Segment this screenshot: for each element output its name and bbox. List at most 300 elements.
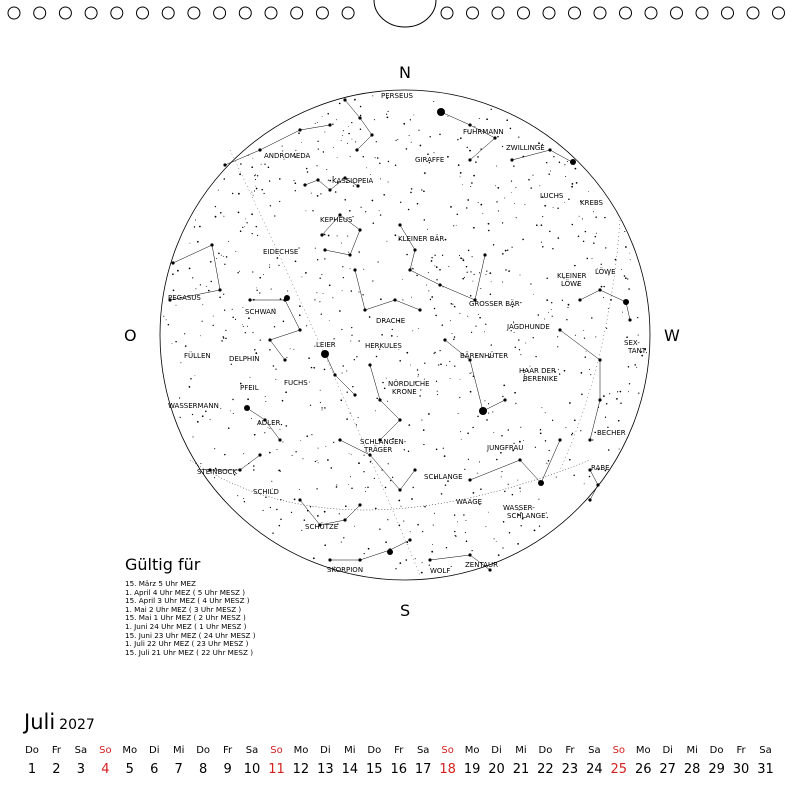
- faint-star: [574, 265, 575, 266]
- faint-star: [534, 530, 536, 532]
- constellation-label: ANDROMEDA: [264, 152, 311, 160]
- faint-star: [246, 222, 247, 223]
- faint-star: [435, 315, 437, 317]
- faint-star: [278, 265, 279, 266]
- faint-star: [318, 149, 319, 150]
- star: [558, 438, 561, 441]
- faint-star: [356, 424, 357, 425]
- faint-star: [347, 392, 348, 393]
- faint-star: [367, 487, 368, 488]
- faint-star: [240, 230, 242, 232]
- faint-star: [180, 417, 181, 418]
- faint-star: [479, 461, 480, 462]
- faint-star: [239, 173, 241, 175]
- faint-star: [259, 292, 260, 293]
- faint-star: [363, 455, 364, 456]
- faint-star: [486, 419, 488, 421]
- faint-star: [511, 247, 512, 248]
- faint-star: [326, 169, 327, 170]
- bright-star: [284, 295, 290, 301]
- star: [598, 358, 601, 361]
- faint-star: [215, 206, 216, 207]
- star: [258, 453, 261, 456]
- calendar-weekday: So: [270, 745, 283, 756]
- faint-star: [493, 432, 494, 433]
- faint-star: [409, 135, 410, 136]
- faint-star: [546, 299, 548, 301]
- faint-star: [634, 364, 636, 366]
- faint-star: [223, 256, 224, 257]
- faint-star: [470, 186, 471, 187]
- faint-star: [605, 247, 606, 248]
- faint-star: [373, 222, 374, 223]
- faint-star: [295, 190, 296, 191]
- faint-star: [358, 251, 360, 253]
- faint-star: [319, 301, 320, 302]
- faint-star: [269, 267, 270, 268]
- faint-star: [281, 424, 282, 425]
- calendar-day-number: 13: [317, 762, 334, 777]
- faint-star: [220, 408, 221, 409]
- constellation-label: SCHÜTZE: [305, 523, 339, 531]
- faint-star: [245, 332, 246, 333]
- faint-star: [388, 463, 389, 464]
- faint-star: [472, 256, 473, 257]
- faint-star: [412, 268, 413, 269]
- faint-star: [458, 164, 460, 166]
- faint-star: [434, 265, 435, 266]
- faint-star: [411, 297, 412, 298]
- faint-star: [324, 234, 326, 236]
- faint-star: [624, 231, 625, 232]
- faint-star: [375, 157, 376, 158]
- faint-star: [402, 279, 403, 280]
- faint-star: [583, 330, 584, 331]
- faint-star: [452, 304, 453, 305]
- faint-star: [172, 273, 174, 275]
- faint-star: [485, 324, 486, 325]
- faint-star: [546, 512, 547, 513]
- faint-star: [321, 314, 322, 315]
- faint-star: [557, 207, 558, 208]
- star: [278, 438, 281, 441]
- faint-star: [350, 476, 351, 477]
- faint-star: [568, 198, 570, 200]
- faint-star: [498, 210, 499, 211]
- star: [393, 298, 396, 301]
- faint-star: [279, 178, 281, 180]
- faint-star: [511, 180, 512, 181]
- faint-star: [300, 440, 301, 441]
- faint-star: [572, 224, 574, 226]
- faint-star: [299, 314, 301, 316]
- faint-star: [596, 233, 597, 234]
- faint-star: [351, 335, 352, 336]
- faint-star: [514, 203, 515, 204]
- faint-star: [317, 515, 319, 517]
- faint-star: [532, 175, 533, 176]
- calendar-day-number: 17: [414, 762, 432, 777]
- faint-star: [533, 337, 534, 338]
- faint-star: [360, 129, 361, 130]
- constellation-label: KREBS: [580, 199, 603, 207]
- faint-star: [504, 198, 505, 199]
- faint-star: [437, 394, 438, 395]
- faint-star: [176, 305, 177, 306]
- faint-star: [265, 396, 266, 397]
- faint-star: [484, 400, 485, 401]
- faint-star: [337, 157, 338, 158]
- faint-star: [601, 286, 603, 288]
- star: [355, 148, 358, 151]
- faint-star: [603, 297, 604, 298]
- faint-star: [510, 128, 512, 130]
- faint-star: [557, 237, 559, 239]
- faint-star: [411, 498, 413, 500]
- faint-star: [255, 186, 256, 187]
- faint-star: [469, 150, 471, 152]
- faint-star: [327, 459, 329, 461]
- faint-star: [494, 538, 495, 539]
- faint-star: [439, 134, 441, 136]
- faint-star: [365, 491, 366, 492]
- star: [238, 468, 241, 471]
- faint-star: [274, 326, 275, 327]
- calendar-weekday: Mo: [464, 745, 480, 756]
- faint-star: [230, 410, 231, 411]
- star: [338, 438, 341, 441]
- faint-star: [454, 531, 455, 532]
- faint-star: [457, 139, 458, 140]
- faint-star: [628, 366, 629, 367]
- faint-star: [341, 329, 342, 330]
- calendar-day-number: 6: [150, 762, 159, 777]
- faint-star: [375, 508, 377, 510]
- star: [598, 398, 601, 401]
- faint-star: [593, 211, 594, 212]
- faint-star: [427, 229, 428, 230]
- faint-star: [460, 257, 462, 259]
- faint-star: [184, 333, 185, 334]
- faint-star: [341, 542, 342, 543]
- faint-star: [485, 526, 486, 527]
- star: [438, 283, 441, 286]
- faint-star: [433, 152, 434, 153]
- faint-star: [232, 317, 233, 318]
- faint-star: [202, 321, 203, 322]
- constellation-label: BÄRENHÜTER: [460, 352, 509, 360]
- faint-star: [491, 344, 492, 345]
- faint-star: [629, 253, 630, 254]
- faint-star: [595, 216, 597, 218]
- faint-star: [441, 493, 443, 495]
- faint-star: [502, 253, 504, 255]
- faint-star: [346, 370, 347, 371]
- faint-star: [175, 341, 176, 342]
- constellation-label: JUNGFRAU: [487, 444, 524, 452]
- faint-star: [520, 302, 521, 303]
- calendar-weekday: Fr: [565, 745, 575, 756]
- faint-star: [538, 314, 540, 316]
- faint-star: [305, 210, 306, 211]
- faint-star: [496, 459, 498, 461]
- faint-star: [571, 434, 572, 435]
- calendar-weekday: Fr: [736, 745, 746, 756]
- faint-star: [453, 225, 454, 226]
- constellation-label: SKORPION: [327, 566, 364, 574]
- faint-star: [232, 309, 233, 310]
- faint-star: [202, 415, 204, 417]
- calendar-weekday: Do: [25, 745, 39, 756]
- star: [408, 538, 411, 541]
- faint-star: [197, 421, 199, 423]
- faint-star: [308, 357, 310, 359]
- faint-star: [518, 136, 519, 137]
- faint-star: [605, 417, 606, 418]
- faint-star: [335, 191, 337, 193]
- faint-star: [617, 391, 618, 392]
- faint-star: [412, 487, 413, 488]
- faint-star: [556, 477, 557, 478]
- constellation-label: SCHLANGEN-TRÄGER: [360, 438, 407, 454]
- faint-star: [351, 290, 353, 292]
- faint-star: [446, 365, 447, 366]
- faint-star: [240, 163, 242, 165]
- faint-star: [219, 296, 221, 298]
- calendar-day-number: 15: [366, 762, 383, 777]
- faint-star: [477, 416, 478, 417]
- faint-star: [474, 274, 475, 275]
- faint-star: [261, 164, 262, 165]
- faint-star: [452, 333, 453, 334]
- bright-star: [623, 299, 629, 305]
- calendar-day-number: 21: [512, 762, 530, 777]
- faint-star: [276, 449, 277, 450]
- validity-line: 1. Juni 24 Uhr MEZ ( 1 Uhr MESZ ): [125, 621, 247, 631]
- faint-star: [265, 401, 266, 402]
- faint-star: [271, 289, 272, 290]
- calendar-weekday: Sa: [416, 745, 430, 756]
- star: [378, 398, 381, 401]
- faint-star: [470, 271, 471, 272]
- cardinal-north: N: [399, 63, 411, 82]
- faint-star: [646, 352, 647, 353]
- faint-star: [479, 272, 480, 273]
- faint-star: [564, 202, 565, 203]
- faint-star: [544, 205, 546, 207]
- faint-star: [530, 187, 531, 188]
- faint-star: [254, 190, 255, 191]
- faint-star: [399, 562, 401, 564]
- faint-star: [168, 324, 170, 326]
- faint-star: [546, 278, 548, 280]
- faint-star: [502, 281, 503, 282]
- faint-star: [332, 297, 333, 298]
- faint-star: [304, 519, 306, 521]
- faint-star: [504, 491, 505, 492]
- faint-star: [553, 207, 554, 208]
- star: [428, 558, 431, 561]
- faint-star: [429, 564, 430, 565]
- faint-star: [542, 216, 543, 217]
- faint-star: [403, 123, 405, 125]
- faint-star: [454, 336, 456, 338]
- faint-star: [565, 427, 566, 428]
- faint-star: [324, 369, 326, 371]
- faint-star: [444, 455, 446, 457]
- faint-star: [461, 439, 462, 440]
- faint-star: [496, 541, 497, 542]
- faint-star: [460, 137, 462, 139]
- faint-star: [408, 451, 409, 452]
- faint-star: [244, 226, 245, 227]
- faint-star: [609, 393, 610, 394]
- faint-star: [519, 441, 521, 443]
- faint-star: [255, 352, 257, 354]
- faint-star: [501, 476, 502, 477]
- faint-star: [295, 451, 296, 452]
- faint-star: [606, 328, 607, 329]
- faint-star: [194, 226, 195, 227]
- star: [468, 478, 471, 481]
- constellation-label: WASSER-SCHLANGE: [503, 504, 546, 520]
- faint-star: [579, 216, 580, 217]
- validity-line: 1. April 4 Uhr MEZ ( 5 Uhr MESZ ): [125, 587, 246, 597]
- faint-star: [417, 524, 419, 526]
- faint-star: [337, 235, 338, 236]
- faint-star: [422, 531, 423, 532]
- faint-star: [202, 304, 203, 305]
- faint-star: [408, 424, 410, 426]
- faint-star: [318, 462, 319, 463]
- faint-star: [436, 449, 438, 451]
- star: [210, 243, 213, 246]
- faint-star: [324, 544, 326, 546]
- bright-star: [244, 405, 250, 411]
- calendar-day-number: 22: [537, 762, 554, 777]
- validity-line: 15. Juli 21 Uhr MEZ ( 22 Uhr MESZ ): [125, 647, 253, 657]
- star: [303, 183, 306, 186]
- faint-star: [294, 182, 296, 184]
- faint-star: [628, 391, 629, 392]
- faint-star: [310, 506, 311, 507]
- faint-star: [408, 209, 410, 211]
- faint-star: [412, 268, 413, 269]
- faint-star: [591, 317, 592, 318]
- calendar-day-number: 7: [174, 762, 183, 777]
- faint-star: [485, 274, 486, 275]
- calendar-strip: [0, 740, 800, 780]
- faint-star: [460, 379, 461, 380]
- faint-star: [402, 299, 403, 300]
- faint-star: [387, 519, 388, 520]
- constellation-label: WASSERMANN: [168, 402, 219, 410]
- faint-star: [356, 356, 357, 357]
- faint-star: [379, 163, 380, 164]
- validity-line: 15. April 3 Uhr MEZ ( 4 Uhr MESZ ): [125, 596, 250, 606]
- star: [628, 318, 631, 321]
- faint-star: [421, 572, 423, 574]
- faint-star: [253, 465, 255, 467]
- faint-star: [327, 113, 329, 115]
- calendar-weekday: Di: [149, 745, 160, 756]
- faint-star: [372, 280, 373, 281]
- constellation-label: DRACHE: [376, 317, 406, 325]
- faint-star: [354, 99, 356, 101]
- constellation-label: HAAR DER BERENIKE: [519, 367, 558, 383]
- faint-star: [434, 308, 436, 310]
- faint-star: [317, 122, 318, 123]
- faint-star: [280, 429, 281, 430]
- faint-star: [245, 218, 246, 219]
- faint-star: [574, 419, 576, 421]
- faint-star: [628, 288, 630, 290]
- calendar-weekday: Di: [320, 745, 331, 756]
- faint-star: [442, 324, 444, 326]
- faint-star: [470, 391, 472, 393]
- calendar-weekday: Fr: [51, 745, 61, 756]
- faint-star: [477, 156, 479, 158]
- faint-star: [329, 284, 331, 286]
- faint-star: [503, 521, 505, 523]
- faint-star: [575, 168, 577, 170]
- faint-star: [311, 193, 312, 194]
- faint-star: [424, 506, 426, 508]
- faint-star: [460, 176, 461, 177]
- faint-star: [208, 290, 210, 292]
- faint-star: [575, 335, 576, 336]
- faint-star: [488, 413, 489, 414]
- faint-star: [192, 277, 193, 278]
- faint-star: [502, 222, 503, 223]
- faint-star: [323, 293, 324, 294]
- validity-title: Gültig für: [125, 555, 201, 574]
- star: [518, 458, 521, 461]
- faint-star: [479, 317, 481, 319]
- faint-star: [585, 356, 587, 358]
- constellation-label: JAGDHUNDE: [507, 323, 550, 331]
- faint-star: [269, 349, 270, 350]
- faint-star: [528, 179, 530, 181]
- faint-star: [460, 172, 462, 174]
- faint-star: [507, 249, 508, 250]
- faint-star: [268, 167, 270, 169]
- faint-star: [446, 547, 447, 548]
- faint-star: [608, 449, 610, 451]
- faint-star: [475, 326, 476, 327]
- faint-star: [375, 410, 376, 411]
- faint-star: [292, 455, 293, 456]
- faint-star: [306, 168, 308, 170]
- faint-star: [225, 330, 226, 331]
- faint-star: [238, 193, 240, 195]
- faint-star: [442, 255, 443, 256]
- faint-star: [471, 372, 472, 373]
- calendar-day-number: 16: [390, 762, 408, 777]
- faint-star: [317, 460, 318, 461]
- faint-star: [445, 484, 447, 486]
- faint-star: [520, 354, 521, 355]
- faint-star: [447, 116, 448, 117]
- faint-star: [290, 348, 291, 349]
- star: [358, 503, 361, 506]
- faint-star: [465, 532, 466, 533]
- faint-star: [525, 343, 526, 344]
- faint-star: [424, 172, 426, 174]
- calendar-weekday: Mo: [293, 745, 309, 756]
- faint-star: [454, 514, 455, 515]
- faint-star: [557, 346, 558, 347]
